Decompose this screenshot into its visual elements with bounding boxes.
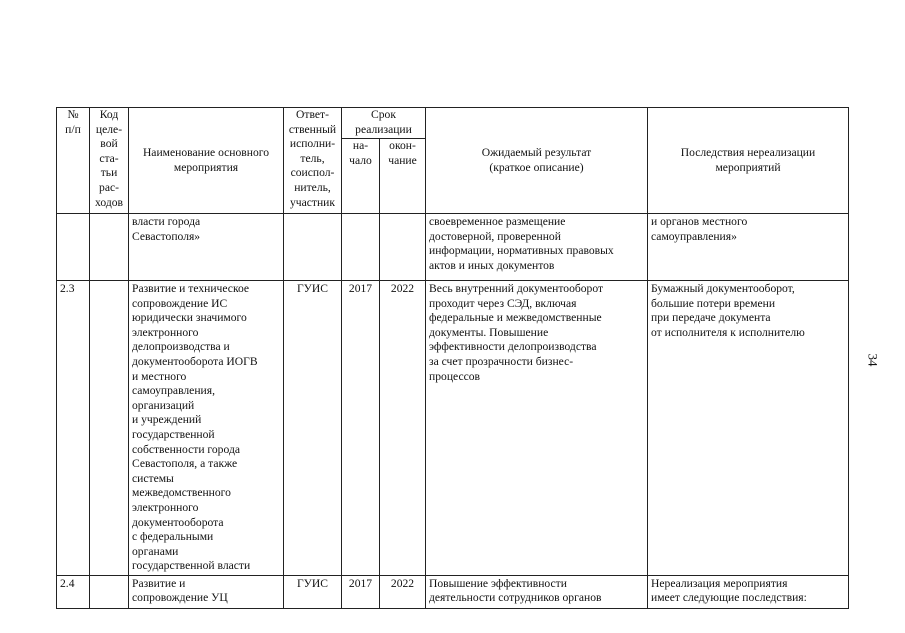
header-start: на- чало (342, 139, 380, 214)
header-consequence: Последствия нереализации мероприятий (648, 108, 849, 214)
cell-end (380, 214, 426, 281)
header-result: Ожидаемый результат (краткое описание) (426, 108, 648, 214)
cell-responsible (284, 214, 342, 281)
cell-num: 2.4 (57, 575, 90, 608)
cell-code (90, 281, 129, 576)
cell-end: 2022 (380, 575, 426, 608)
cell-result: Повышение эффективности деятельности сотрудников органов (426, 575, 648, 608)
cell-consequence: Нереализация мероприятия имеет следующие последствия: (648, 575, 849, 608)
table-row (57, 575, 849, 608)
cell-name: власти города Севастополя» (129, 214, 284, 281)
measures-table (56, 107, 849, 609)
header-num: № п/п (57, 108, 90, 214)
cell-num: 2.3 (57, 281, 90, 576)
cell-end: 2022 (380, 281, 426, 576)
table-row (57, 214, 849, 281)
table-row (57, 281, 849, 576)
cell-name: Развитие и сопровождение УЦ (129, 575, 284, 608)
cell-start: 2017 (342, 281, 380, 576)
page-number: 34 (865, 353, 881, 367)
cell-start (342, 214, 380, 281)
cell-result: своевременное размещение достоверной, проверенной информации, нормативных правовых актов и иных документов (426, 214, 648, 281)
header-responsible: Ответ- ственный исполни- тель, соиспол- нитель, участник (284, 108, 342, 214)
cell-num (57, 214, 90, 281)
header-term: Срок реализации (342, 108, 426, 139)
cell-code (90, 214, 129, 281)
cell-code (90, 575, 129, 608)
header-code: Код целе- вой ста- тьи рас- ходов (90, 108, 129, 214)
header-name: Наименование основного мероприятия (129, 108, 284, 214)
cell-start: 2017 (342, 575, 380, 608)
header-end: окон- чание (380, 139, 426, 214)
cell-name: Развитие и техническое сопровождение ИС юридически значимого электронного делопроизводства и документооборота ИОГВ и местного самоуправления, организаций и учреждений государственной собственности города Севастополя, а также системы межведомственного электронного документооборота с федеральными органами государственной власти (129, 281, 284, 576)
cell-result: Весь внутренний документооборот проходит через СЭД, включая федеральные и межведомственные документы. Повышение эффективности делопроизводства за счет прозрачности бизнес- процессов (426, 281, 648, 576)
cell-consequence: и органов местного самоуправления» (648, 214, 849, 281)
cell-responsible: ГУИС (284, 281, 342, 576)
header-row (57, 108, 849, 139)
cell-consequence: Бумажный документооборот, большие потери времени при передаче документа от исполнителя к исполнителю (648, 281, 849, 576)
cell-responsible: ГУИС (284, 575, 342, 608)
